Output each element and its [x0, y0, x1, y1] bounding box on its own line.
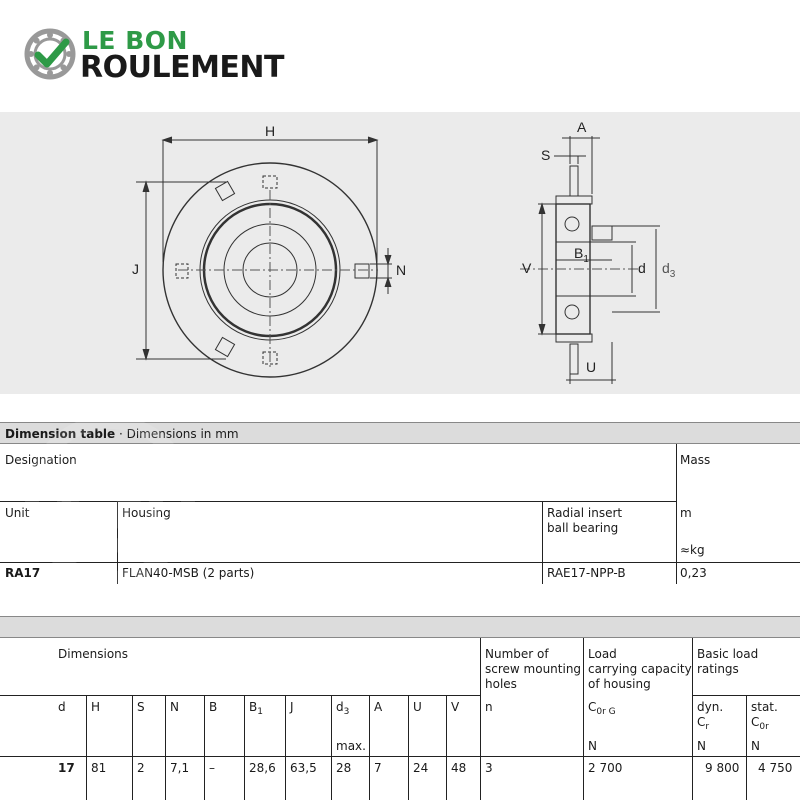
dimension-table-subtitle: · Dimensions in mm [115, 427, 239, 441]
val-U: 24 [413, 761, 429, 775]
designation-table [0, 444, 800, 584]
basic-load-ratings-header: Basic load ratings [697, 647, 759, 676]
val-J: 63,5 [290, 761, 317, 775]
insert-header: Radial insert ball bearing [547, 506, 623, 535]
col-dyn: dyn. [697, 700, 724, 714]
val-H: 81 [91, 761, 107, 775]
dimensions-header: Dimensions [58, 647, 129, 661]
mass-value: 0,23 [680, 566, 707, 580]
val-Cr: 9 800 [705, 761, 740, 775]
col-A: A [374, 700, 383, 714]
col-stat: stat. [751, 700, 778, 714]
label-J: J [132, 261, 139, 277]
housing-header: Housing [122, 506, 171, 520]
col-S: S [137, 700, 145, 714]
val-d: 17 [58, 761, 75, 775]
dimension-table-title: Dimension table [5, 427, 116, 441]
col-C0rG: $C_{0r G}$ [588, 700, 616, 717]
mass-unit: ≈kg [680, 543, 705, 557]
col-H: H [91, 700, 101, 714]
bearing-check-logo-icon [24, 28, 76, 80]
bearing-unit-drawing [0, 112, 800, 394]
label-H: H [265, 123, 276, 139]
col-d3-max: max. [336, 739, 366, 753]
header [0, 0, 800, 112]
val-B1: 28,6 [249, 761, 276, 775]
val-V: 48 [451, 761, 467, 775]
dimensions-table-header [0, 616, 800, 638]
val-d3: 28 [336, 761, 352, 775]
technical-drawing [0, 112, 800, 394]
mass-symbol: m [680, 506, 692, 520]
label-A: A [577, 119, 587, 135]
col-Cr-unit: N [697, 739, 706, 753]
col-J: J [290, 700, 294, 714]
val-N: 7,1 [170, 761, 190, 775]
col-N: N [170, 700, 179, 714]
col-C0r-unit: N [751, 739, 760, 753]
col-U: U [413, 700, 422, 714]
val-C0r: 4 750 [758, 761, 793, 775]
val-S: 2 [137, 761, 145, 775]
unit-header: Unit [5, 506, 30, 520]
label-d3: $d_3$ [662, 260, 676, 280]
col-Cr: $C_r$ [697, 715, 710, 732]
col-C0r: $C_{0r}$ [751, 715, 769, 732]
col-d3: $d_3$ [336, 700, 350, 717]
label-d: d [638, 260, 646, 276]
label-U: U [586, 359, 597, 375]
dimensions-table [0, 638, 800, 800]
insert-value: RAE17-NPP-B [547, 566, 626, 580]
col-n: n [485, 700, 493, 714]
col-B: B [209, 700, 218, 714]
col-C0rG-unit: N [588, 739, 597, 753]
load-capacity-header: Load carrying capacity of housing [588, 647, 692, 691]
label-S: S [541, 147, 551, 163]
dimension-table-header [0, 422, 800, 444]
label-V: V [522, 260, 532, 276]
brand-name-line2: ROULEMENT [80, 50, 284, 85]
val-A: 7 [374, 761, 382, 775]
label-N: N [396, 262, 407, 278]
col-d: d [58, 700, 66, 714]
col-V: V [451, 700, 460, 714]
val-C0rG: 2 700 [588, 761, 623, 775]
label-B1: $B_1$ [574, 245, 589, 265]
mass-header: Mass [680, 453, 711, 467]
unit-value: RA17 [5, 566, 41, 580]
brand-name-line1: LE BON [82, 26, 188, 55]
col-B1: $B_1$ [249, 700, 263, 717]
holes-header: Number of screw mounting holes [485, 647, 582, 691]
val-n: 3 [485, 761, 493, 775]
val-B: – [209, 761, 215, 775]
housing-value: FLAN40-MSB (2 parts) [122, 566, 255, 580]
designation-header: Designation [5, 453, 77, 467]
